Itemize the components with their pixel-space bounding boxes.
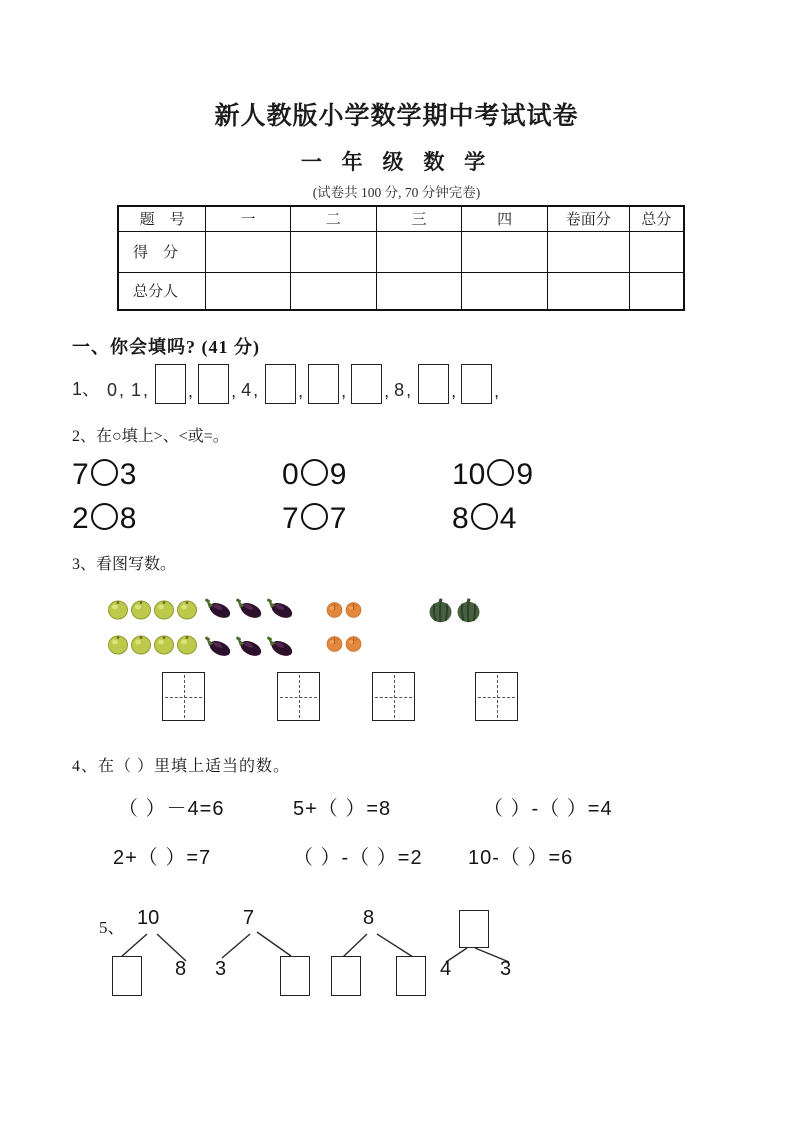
comparison-left: 7 — [282, 502, 299, 535]
comparison-circle — [91, 459, 118, 486]
tree-line — [121, 934, 147, 957]
tree-top-number: 8 — [363, 907, 375, 929]
comparison-left: 7 — [72, 458, 89, 491]
sequence-comma: , — [494, 381, 500, 401]
score-cell-empty — [462, 272, 548, 310]
score-table-header-cell: 一 — [206, 206, 291, 231]
comparison-right: 4 — [499, 502, 517, 535]
score-row-label: 总分人 — [118, 272, 206, 310]
sequence-number: 0, — [107, 380, 127, 400]
eggplant-icon — [266, 598, 297, 621]
sequence-blank-box — [198, 364, 229, 404]
score-cell-empty — [462, 231, 548, 272]
tree-top-number: 7 — [243, 907, 255, 929]
score-table-header-cell: 题 号 — [118, 206, 206, 231]
comparison-left: 8 — [452, 502, 469, 535]
sequence-number: 1, — [131, 380, 151, 400]
score-cell-empty — [629, 272, 684, 310]
tree-line — [343, 934, 367, 957]
eggplant-icon — [235, 636, 266, 659]
sequence-blank-box — [155, 364, 186, 404]
sequence-blank-box — [308, 364, 339, 404]
persimmon-icon — [326, 634, 345, 652]
comparison-item — [452, 458, 533, 492]
comparison-left: 10 — [452, 458, 486, 491]
eggplant-icon — [266, 636, 297, 659]
answer-grid-box — [277, 672, 320, 721]
score-cell-empty — [206, 231, 291, 272]
comparison-item — [282, 502, 346, 536]
tree-right-number: 8 — [175, 958, 187, 980]
sequence-blank-box — [461, 364, 492, 404]
score-cell-empty — [290, 272, 376, 310]
q4-heading: 4、在（ ）里填上适当的数。 — [72, 758, 291, 775]
persimmon-icon — [345, 634, 364, 652]
tree-blank-box — [280, 956, 310, 996]
q5-label: 5、 — [99, 918, 125, 937]
q5-decomposition-trees — [0, 903, 560, 1015]
sequence-blank-box — [418, 364, 449, 404]
comparison-circle — [301, 459, 328, 486]
fruit-group-watermelons — [427, 598, 483, 624]
tree-blank-box — [459, 910, 489, 948]
comparison-right: 3 — [119, 458, 137, 491]
score-cell-empty — [547, 231, 629, 272]
score-cell-empty — [376, 231, 462, 272]
score-table-header-cell: 二 — [290, 206, 376, 231]
comparison-circle — [487, 459, 514, 486]
apple-icon — [130, 633, 153, 655]
comparison-item — [72, 502, 136, 536]
tree-line — [377, 934, 413, 957]
score-cell-empty — [206, 272, 291, 310]
comparison-left: 2 — [72, 502, 89, 535]
equation: 10-（ ）=6 — [468, 847, 574, 869]
score-cell-empty — [376, 272, 462, 310]
fruit-group-persimmons — [326, 600, 364, 652]
comparison-left: 0 — [282, 458, 299, 491]
apple-icon — [130, 598, 153, 620]
sequence-comma: , — [231, 381, 237, 401]
score-cell-empty — [290, 231, 376, 272]
equation: 5+（ ）=8 — [293, 798, 392, 820]
sequence-comma: , — [451, 381, 457, 401]
tree-right-number: 3 — [500, 958, 512, 980]
score-cell-empty — [547, 272, 629, 310]
comparison-item — [452, 502, 516, 536]
fruit-group-eggplants — [204, 598, 297, 659]
fruit-group-apples — [107, 598, 199, 655]
eggplant-icon — [235, 598, 266, 621]
sequence-comma: , — [298, 381, 304, 401]
q3-picture-area — [0, 588, 793, 673]
section1-heading: 一、你会填吗? (41 分) — [72, 337, 260, 357]
equation: （ ）-（ ）=4 — [483, 798, 613, 820]
eggplant-icon — [204, 636, 235, 659]
comparison-item — [282, 458, 346, 492]
answer-grid-box — [372, 672, 415, 721]
tree-blank-box — [396, 956, 426, 996]
sequence-comma: , — [384, 381, 390, 401]
grade-subtitle: 一 年 级 数 学 — [300, 151, 493, 174]
score-table — [117, 205, 685, 311]
score-row-label: 得 分 — [118, 231, 206, 272]
apple-icon — [107, 598, 130, 620]
tree-line — [222, 934, 250, 958]
tree-left-number: 4 — [440, 958, 452, 980]
tree-top-number: 10 — [137, 907, 160, 929]
watermelon-icon — [427, 598, 455, 624]
tree-line — [257, 932, 291, 956]
comparison-right: 9 — [329, 458, 347, 491]
apple-icon — [153, 633, 176, 655]
comparison-circle — [301, 503, 328, 530]
q3-heading: 3、看图写数。 — [72, 556, 177, 573]
sequence-comma: , — [341, 381, 347, 401]
equation: （ ）－4=6 — [118, 798, 225, 820]
apple-icon — [153, 598, 176, 620]
score-table-header-cell: 总分 — [629, 206, 684, 231]
apple-icon — [107, 633, 130, 655]
comparison-right: 8 — [119, 502, 137, 535]
watermelon-icon — [455, 598, 483, 624]
exam-title: 新人教版小学数学期中考试试卷 — [214, 102, 579, 130]
comparison-right: 9 — [516, 458, 534, 491]
persimmon-icon — [326, 600, 345, 618]
answer-grid-box — [162, 672, 205, 721]
comparison-circle — [91, 503, 118, 530]
score-cell-empty — [629, 231, 684, 272]
tree-blank-box — [331, 956, 361, 996]
equation: （ ）-（ ）=2 — [293, 847, 423, 869]
sequence-blank-box — [351, 364, 382, 404]
exam-note: (试卷共 100 分, 70 分钟完卷) — [312, 185, 481, 200]
q1-label: 1、 — [72, 379, 101, 399]
sequence-blank-box — [265, 364, 296, 404]
tree-blank-box — [112, 956, 142, 996]
comparison-right: 7 — [329, 502, 347, 535]
tree-left-number: 3 — [215, 958, 227, 980]
equation: 2+（ ）=7 — [113, 847, 212, 869]
q2-heading: 2、在○填上>、<或=。 — [72, 428, 229, 445]
sequence-number: 8, — [394, 380, 414, 400]
score-table-header-cell: 卷面分 — [547, 206, 629, 231]
score-table-header-cell: 四 — [462, 206, 548, 231]
eggplant-icon — [204, 598, 235, 621]
comparison-item — [72, 458, 136, 492]
sequence-number: 4, — [241, 380, 261, 400]
answer-grid-box — [475, 672, 518, 721]
score-table-header-cell: 三 — [376, 206, 462, 231]
apple-icon — [176, 633, 199, 655]
sequence-comma: , — [188, 381, 194, 401]
apple-icon — [176, 598, 199, 620]
comparison-circle — [471, 503, 498, 530]
tree-line — [157, 934, 186, 961]
q1-number-sequence — [72, 364, 499, 404]
persimmon-icon — [345, 600, 364, 618]
